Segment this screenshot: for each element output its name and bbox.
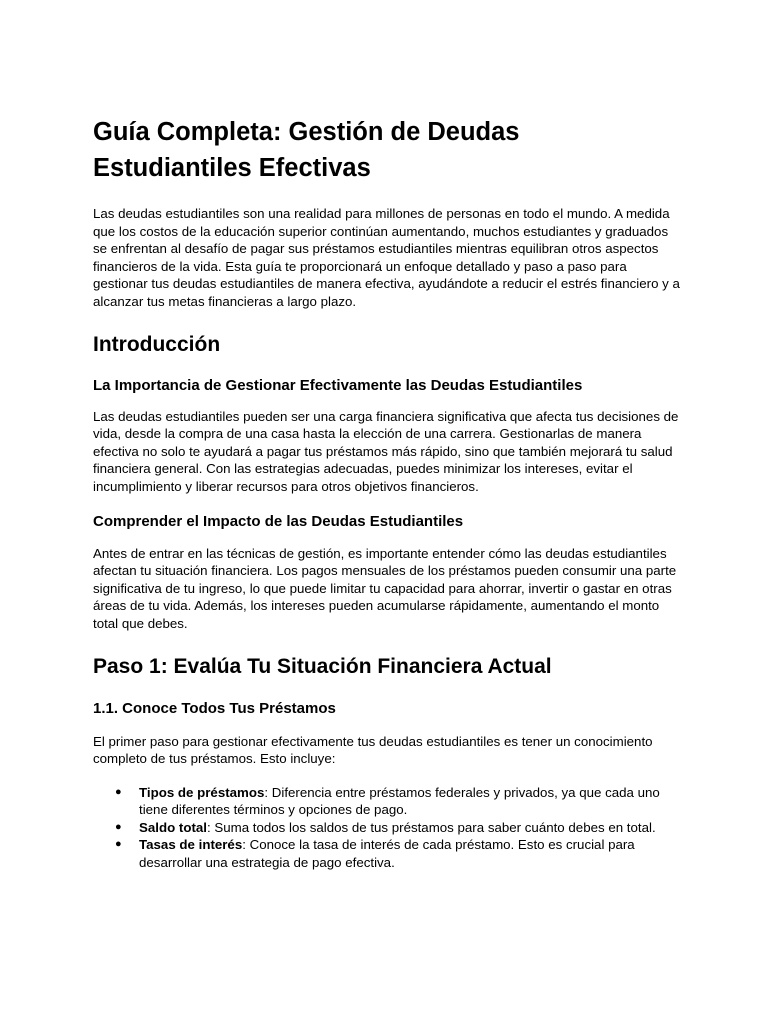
- subsection-heading-prestamos: 1.1. Conoce Todos Tus Préstamos: [93, 699, 336, 717]
- list-item-label: Tipos de préstamos: [139, 784, 265, 800]
- paragraph-prestamos: El primer paso para gestionar efectivamente tus deudas estudiantiles es tener un conocimiento completo de tus préstamos. Esto incluye:: [93, 733, 653, 767]
- list-item: [115, 836, 683, 871]
- list-item: [115, 819, 683, 837]
- section-heading-paso1: Paso 1: Evalúa Tu Situación Financiera Actual: [93, 654, 552, 678]
- list-item: [115, 784, 683, 819]
- list-item-text: : Conoce la tasa de interés de cada préstamo. Esto es crucial para desarrollar una estrategia de pago efectiva.: [139, 837, 635, 871]
- bullet-icon: ●: [115, 785, 122, 798]
- section-heading-introduccion: Introducción: [93, 332, 221, 356]
- bullet-icon: ●: [115, 838, 122, 851]
- document-page: [93, 114, 683, 872]
- intro-paragraph: Las deudas estudiantiles son una realidad para millones de personas en todo el mundo. A medida que los costos de la educación superior continúan aumentando, muchos estudiantes y graduados se enfrentan al desafío de pagar sus préstamos estudiantiles mientras equilibran otros aspectos financieros de la vida. Esta guía te proporcionará un enfoque detallado y paso a paso para gestionar tus deudas estudiantiles de manera efectiva, ayudándote a reducir el estrés financiero y a alcanzar tus metas financieras a largo plazo.: [93, 206, 680, 309]
- paragraph-impacto: Antes de entrar en las técnicas de gestión, es importante entender cómo las deudas estudiantiles afectan tu situación financiera. Los pagos mensuales de los préstamos pueden consumir una parte significativa de tu ingreso, lo que puede limitar tu capacidad para ahorrar, invertir o gastar en otras áreas de tu vida. Además, los intereses pueden acumularse rápidamente, aumentando el monto total que debes.: [93, 545, 677, 631]
- document-title: Guía Completa: Gestión de Deudas Estudiantiles Efectivas: [93, 118, 520, 182]
- subsection-heading-impacto: Comprender el Impacto de las Deudas Estudiantiles: [93, 512, 464, 530]
- loan-details-list: [93, 784, 683, 872]
- list-item-text: : Diferencia entre préstamos federales y privados, ya que cada uno tiene diferentes términos y opciones de pago.: [139, 784, 660, 818]
- list-item-text: : Suma todos los saldos de tus préstamos para saber cuánto debes en total.: [206, 819, 656, 835]
- list-item-label: Saldo total: [139, 819, 207, 835]
- bullet-icon: ●: [115, 820, 122, 833]
- list-item-label: Tasas de interés: [139, 837, 243, 853]
- paragraph-importancia: Las deudas estudiantiles pueden ser una carga financiera significativa que afecta tus decisiones de vida, desde la compra de una casa hasta la elección de una carrera. Gestionarlas de manera efectiva no solo te ayudará a pagar tus préstamos más rápido, sino que también mejorará tu salud financiera general. Con las estrategias adecuadas, puedes minimizar los intereses, evitar el incumplimiento y liberar recursos para otros objetivos financieros.: [93, 408, 679, 494]
- subsection-heading-importancia: La Importancia de Gestionar Efectivamente las Deudas Estudiantiles: [93, 376, 583, 394]
